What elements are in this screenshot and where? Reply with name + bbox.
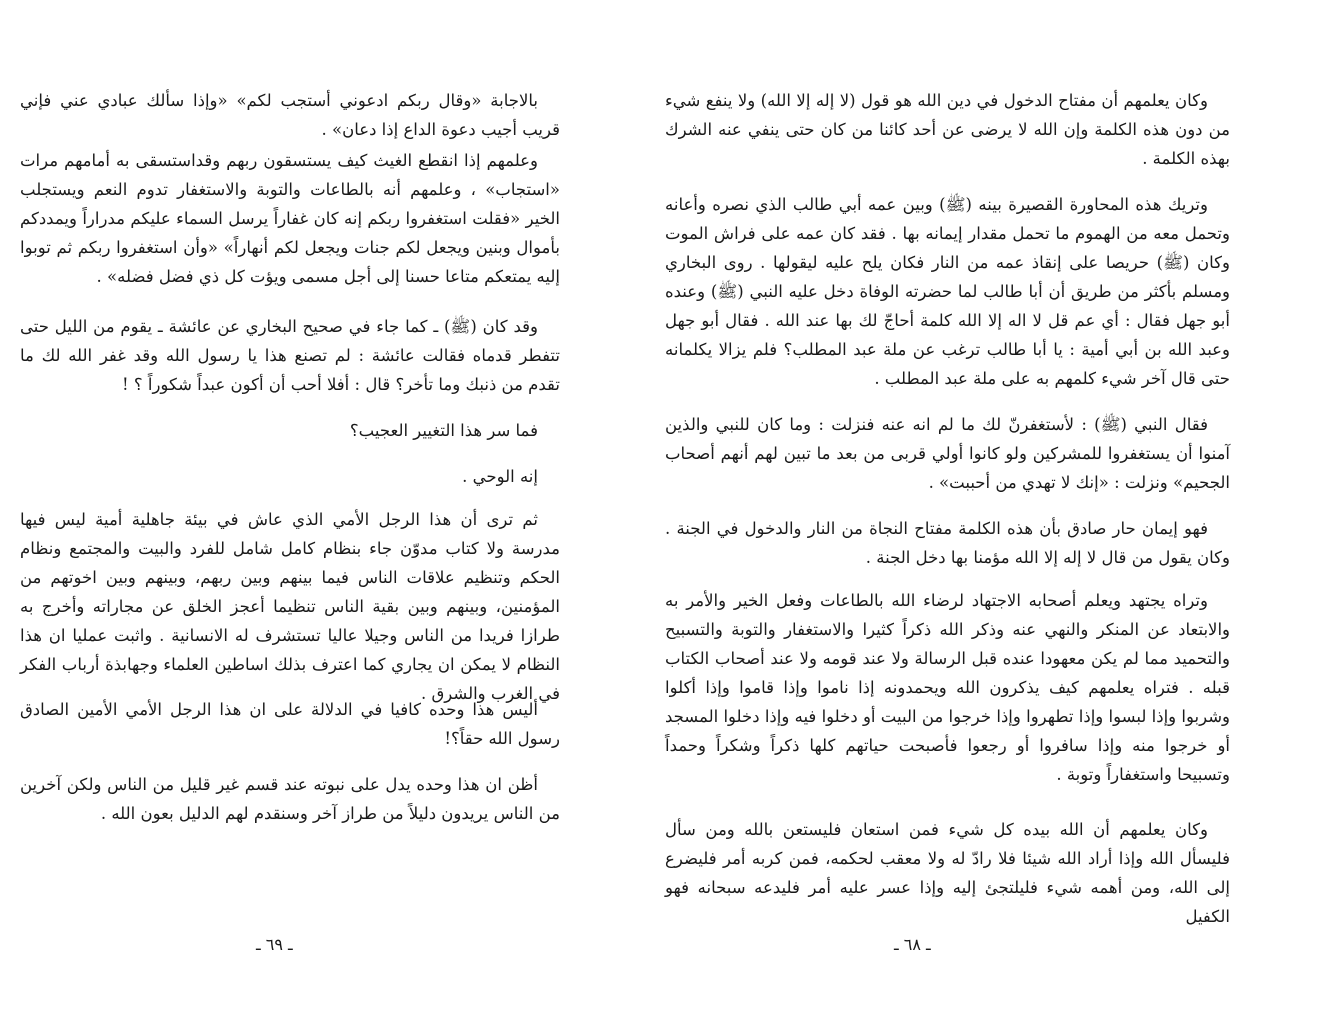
right-paragraph-5: وتراه يجتهد ويعلم أصحابه الاجتهاد لرضاء الله بالطاعات وفعل الخير والأمر به والابتعاد عن المنكر والنهي عنه وذكر الله ذكراً كثيرا والاستغفار والتوبة والتسبيح والتحميد مما لم يكن معهودا عنده قبل الرسالة ولا عند قومه ولا عند أصحاب الكتاب قبله . فتراه يعلمهم كيف يذكرون الله ويحمدونه إذا ناموا وإذا قاموا وإذا أكلوا وشربوا وإذا لبسوا وإذا تطهروا وإذا خرجوا من البيت أو دخلوا فيه وإذا دخلوا المسجد أو خرجوا منه وإذا سافروا أو رجعوا فأصبحت حياتهم كلها ذكراً وشكراً وحمداً وتسبيحا واستغفاراً وتوبة . — [665, 591, 1230, 784]
left-page-number: ـ ٦٩ ـ — [256, 935, 293, 954]
left-paragraph-8: أظن ان هذا وحده يدل على نبوته عند قسم غير قليل من الناس ولكن آخرين من الناس يريدون دليلاً من طراز آخر وسنقدم لهم الدليل بعون الله . — [20, 775, 560, 823]
right-paragraph-1: وكان يعلمهم أن مفتاح الدخول في دين الله هو قول (لا إله إلا الله) ولا ينفع شيء من دون هذه الكلمة وإن الله لا يرضى عن أحد كائنا من كان حتى ينفي عنه الشرك بهذه الكلمة . — [665, 91, 1230, 168]
left-paragraph-2: وعلمهم إذا انقطع الغيث كيف يستسقون ربهم وقداستسقى به أمامهم مرات «استجاب» ، وعلمهم أنه بالطاعات والتوبة والاستغفار تدوم النعم ويستجلب الخير «فقلت استغفروا ربكم إنه كان غفاراً يرسل السماء عليكم مدراراً ويمددكم بأموال وبنين ويجعل لكم جنات ويجعل لكم أنهاراً» «وأن استغفروا ربكم ثم توبوا إليه يمتعكم متاعا حسنا إلى أجل مسمى ويؤت كل ذي فضل فضله» . — [20, 151, 560, 286]
left-paragraph-6: ثم ترى أن هذا الرجل الأمي الذي عاش في بيئة جاهلية أمية ليس فيها مدرسة ولا كتاب مدوّن جاء بنظام كامل شامل للفرد والبيت والمجتمع ونظام الحكم وتنظيم علاقات الناس فيما بينهم وبين ربهم، وبينهم وبين اخوتهم من المؤمنين، وبينهم وبين بقية الناس تنظيما أعجز الخلق عن مجاراته وأخرج به طرازا فريدا من الناس وجيلا عاليا تستشرف له الانسانية . واثبت عمليا ان هذا النظام لا يمكن ان يجاري كما اعترف بذلك اساطين العلماء وجهابذة أرباب الفكر في الغرب والشرق . — [20, 510, 560, 703]
left-paragraph-1: بالاجابة «وقال ربكم ادعوني أستجب لكم» «وإذا سألك عبادي عني فإني قريب أجيب دعوة الداع إذا دعان» . — [20, 91, 560, 139]
right-paragraph-3: فقال النبي (ﷺ) : لأستغفرنّ لك ما لم انه عنه فنزلت : وما كان للنبي والذين آمنوا أن يستغفروا للمشركين ولو كانوا أولي قربى من بعد ما تبين لهم أنهم أصحاب الجحيم» ونزلت : «إنك لا تهدي من أحببت» . — [665, 415, 1230, 492]
left-paragraph-3: وقد كان (ﷺ) ـ كما جاء في صحيح البخاري عن عائشة ـ يقوم من الليل حتى تتفطر قدماه فقالت عائشة : لم تصنع هذا يا رسول الله وقد غفر الله لك ما تقدم من ذنبك وما تأخر؟ قال : أفلا أحب أن أكون عبداً شكوراً ؟ ! — [20, 317, 560, 394]
left-page — [20, 0, 560, 1020]
left-paragraph-4: فما سر هذا التغيير العجيب؟ — [349, 421, 538, 440]
right-page — [665, 0, 1230, 1020]
right-paragraph-2: وتريك هذه المحاورة القصيرة بينه (ﷺ) وبين عمه أبي طالب الذي نصره وأعانه وتحمل معه من الهموم ما تحمل مقدار إيمانه بها . فقد كان عمه على فراش الموت وكان (ﷺ) حريصا على إنقاذ عمه من النار فكان يلح عليه ليقولها . روى البخاري ومسلم بأكثر من طريق أن أبا طالب لما حضرته الوفاة دخل عليه النبي (ﷺ) وعنده أبو جهل فقال : أي عم قل لا اله إلا الله كلمة أحاجّ لك بها عند الله . فقال أبو جهل وعبد الله بن أبي أمية : يا أبا طالب ترغب عن ملة عبد المطلب؟ فلم يزالا يكلمانه حتى قال آخر شيء كلمهم به على ملة عبد المطلب . — [665, 195, 1230, 388]
right-page-number: ـ ٦٨ ـ — [894, 935, 931, 954]
left-paragraph-7: أليس هذا وحده كافيا في الدلالة على ان هذا الرجل الأمي الأمين الصادق رسول الله حقاً؟! — [20, 700, 560, 748]
right-paragraph-4: فهو إيمان حار صادق بأن هذه الكلمة مفتاح النجاة من النار والدخول في الجنة . وكان يقول من قال لا إله إلا الله مؤمنا بها دخل الجنة . — [665, 519, 1230, 567]
left-paragraph-5: إنه الوحي . — [462, 467, 538, 486]
right-paragraph-6: وكان يعلمهم أن الله بيده كل شيء فمن استعان فليستعن بالله ومن سأل فليسأل الله وإذا أراد الله شيئا فلا رادّ له ولا معقب لحكمه، فمن كربه أمر فليضرع إلى الله، ومن أهمه شيء فليلتجئ إليه وإذا عسر عليه أمر فليدعه سبحانه فهو الكفيل — [665, 820, 1230, 926]
